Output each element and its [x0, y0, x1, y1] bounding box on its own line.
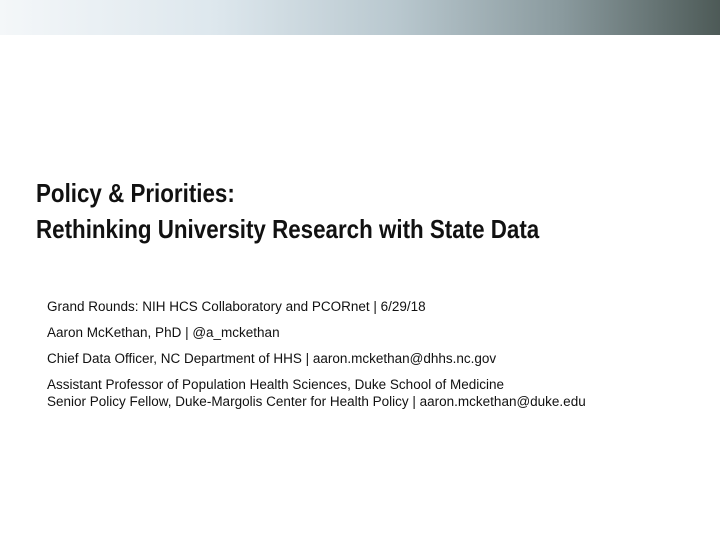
slide-title-line-2: Rethinking University Research with State Data: [36, 214, 540, 244]
event-line: Grand Rounds: NIH HCS Collaboratory and PCORnet | 6/29/18: [47, 299, 426, 314]
header-gradient-bar: [0, 0, 720, 35]
presenter-line: Aaron McKethan, PhD | @a_mckethan: [47, 325, 280, 340]
slide-title-line-1: Policy & Priorities:: [36, 178, 235, 208]
role-block-duke: [47, 376, 707, 410]
role-line-hhs: Chief Data Officer, NC Department of HHS | aaron.mckethan@dhhs.nc.gov: [47, 351, 497, 366]
presenter-info: [47, 298, 707, 419]
role-line-duke-margolis: Senior Policy Fellow, Duke-Margolis Center for Health Policy | aaron.mckethan@duke.edu: [47, 394, 586, 409]
slide-title: [36, 175, 612, 247]
role-line-duke-professor: Assistant Professor of Population Health Sciences, Duke School of Medicine: [47, 377, 504, 392]
